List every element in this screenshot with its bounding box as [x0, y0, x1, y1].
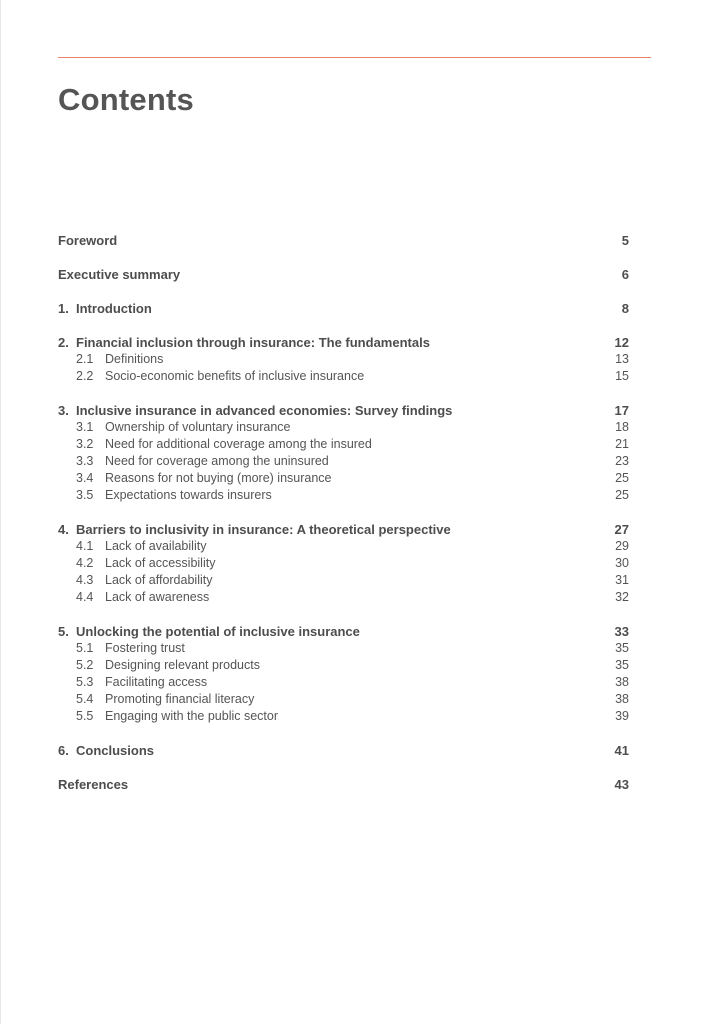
toc-entry[interactable] [58, 334, 629, 351]
toc-subentry[interactable] [58, 368, 629, 385]
toc-subentry-title: Expectations towards insurers [105, 488, 272, 502]
toc-subentry-number: 4.2 [76, 556, 94, 570]
toc-entry-title: Financial inclusion through insurance: The fundamentals [76, 335, 430, 350]
toc-subentry[interactable] [58, 538, 629, 555]
toc-subentry-label [76, 674, 207, 691]
toc-entry[interactable] [58, 742, 629, 759]
toc-subentry-number: 3.3 [76, 454, 94, 468]
toc-subentry-title: Ownership of voluntary insurance [105, 420, 291, 434]
toc-entry-title: Inclusive insurance in advanced economies: Survey findings [76, 403, 453, 418]
toc-entry-number: 3. [58, 403, 69, 418]
toc-subentry-number: 5.1 [76, 641, 94, 655]
toc-subentry-label [76, 453, 329, 470]
toc-entry-page: 5 [621, 233, 629, 248]
toc-subentry[interactable] [58, 453, 629, 470]
toc-subentry-title: Definitions [105, 352, 164, 366]
toc-entry-label [58, 266, 180, 283]
toc-subentry-number: 2.1 [76, 352, 94, 366]
toc-subentry-label [76, 487, 272, 504]
toc-entry[interactable] [58, 776, 629, 793]
toc-entry-page: 8 [621, 301, 629, 316]
toc-subentry[interactable] [58, 572, 629, 589]
toc-subentry-number: 3.1 [76, 420, 94, 434]
toc-subentry-label [76, 691, 254, 708]
table-of-contents [58, 232, 629, 793]
toc-subentry-title: Socio-economic benefits of inclusive insurance [105, 369, 365, 383]
toc-subentry-page: 32 [615, 590, 629, 604]
toc-subentry-title: Fostering trust [105, 641, 185, 655]
toc-entry-label [58, 300, 152, 317]
toc-entry[interactable] [58, 266, 629, 283]
toc-subentry-label [76, 555, 215, 572]
toc-subentry-title: Need for coverage among the uninsured [105, 454, 329, 468]
toc-entry-number: 4. [58, 522, 69, 537]
toc-subentry-page: 15 [615, 369, 629, 383]
toc-subentry-page: 39 [615, 709, 629, 723]
toc-entry-number: 6. [58, 743, 69, 758]
toc-subentry[interactable] [58, 436, 629, 453]
toc-subentry-page: 23 [615, 454, 629, 468]
page-title: Contents [58, 82, 194, 117]
toc-entry-label [58, 742, 154, 759]
toc-subentry-number: 5.2 [76, 658, 94, 672]
toc-entry-label [58, 623, 360, 640]
toc-subentry-label [76, 657, 260, 674]
toc-subentry-page: 38 [615, 692, 629, 706]
toc-entry-title: Executive summary [58, 267, 181, 282]
toc-subentry[interactable] [58, 691, 629, 708]
toc-entry-page: 33 [614, 624, 629, 639]
toc-subentry-label [76, 351, 163, 368]
toc-subentry-label [76, 436, 372, 453]
toc-entry-label [58, 334, 430, 351]
toc-entry-title: Introduction [76, 301, 152, 316]
toc-entry-number: 5. [58, 624, 69, 639]
toc-subentry-title: Promoting financial literacy [105, 692, 255, 706]
toc-subentry-page: 38 [615, 675, 629, 689]
toc-subentry-page: 25 [615, 471, 629, 485]
toc-subentry[interactable] [58, 351, 629, 368]
toc-entry-title: Foreword [58, 233, 118, 248]
toc-entry-title: Unlocking the potential of inclusive insurance [76, 624, 360, 639]
toc-subentry-title: Lack of availability [105, 539, 207, 553]
toc-subentry-page: 13 [615, 352, 629, 366]
toc-subentry-number: 5.3 [76, 675, 94, 689]
toc-subentry[interactable] [58, 555, 629, 572]
toc-subentry-label [76, 708, 278, 725]
toc-entry-title: Barriers to inclusivity in insurance: A theoretical perspective [76, 522, 451, 537]
toc-entry-page: 17 [614, 403, 629, 418]
toc-subentry-number: 4.4 [76, 590, 94, 604]
page-edge [0, 0, 1, 1024]
toc-subentry-number: 3.4 [76, 471, 94, 485]
toc-entry-label [58, 776, 128, 793]
toc-subentry-title: Engaging with the public sector [105, 709, 279, 723]
toc-subentry-page: 21 [615, 437, 629, 451]
toc-entry-label [58, 521, 451, 538]
toc-entry-page: 43 [614, 777, 629, 792]
toc-subentry-number: 5.4 [76, 692, 94, 706]
toc-entry-label [58, 402, 452, 419]
toc-entry-page: 41 [614, 743, 629, 758]
toc-subentry-number: 4.3 [76, 573, 94, 587]
toc-entry-page: 27 [614, 522, 629, 537]
toc-subentry-page: 31 [615, 573, 629, 587]
toc-subentry-title: Facilitating access [105, 675, 208, 689]
toc-subentry-label [76, 538, 206, 555]
toc-subentry-label [76, 589, 209, 606]
toc-subentry[interactable] [58, 419, 629, 436]
toc-subentry[interactable] [58, 589, 629, 606]
toc-subentry-number: 3.2 [76, 437, 94, 451]
toc-subentry[interactable] [58, 470, 629, 487]
toc-entry-page: 12 [614, 335, 629, 350]
toc-subentry-page: 30 [615, 556, 629, 570]
toc-subentry-page: 35 [615, 658, 629, 672]
toc-subentry-title: Lack of accessibility [105, 556, 216, 570]
toc-subentry-label [76, 572, 212, 589]
toc-subentry-title: Lack of affordability [105, 573, 213, 587]
toc-entry[interactable] [58, 232, 629, 249]
toc-subentry-page: 25 [615, 488, 629, 502]
toc-subentry-number: 5.5 [76, 709, 94, 723]
toc-subentry-title: Need for additional coverage among the insured [105, 437, 372, 451]
toc-entry-page: 6 [621, 267, 629, 282]
toc-subentry-label [76, 419, 291, 436]
toc-subentry[interactable] [58, 487, 629, 504]
toc-subentry-page: 18 [615, 420, 629, 434]
toc-entry-title: References [58, 777, 129, 792]
toc-subentry-number: 2.2 [76, 369, 94, 383]
toc-subentry-label [76, 470, 332, 487]
toc-subentry[interactable] [58, 708, 629, 725]
toc-subentry[interactable] [58, 640, 629, 657]
toc-entry[interactable] [58, 402, 629, 419]
toc-subentry-label [76, 640, 185, 657]
toc-subentry-number: 3.5 [76, 488, 94, 502]
toc-subentry[interactable] [58, 674, 629, 691]
toc-entry-title: Conclusions [76, 743, 155, 758]
toc-entry[interactable] [58, 521, 629, 538]
toc-entry-number: 1. [58, 301, 69, 316]
toc-subentry-title: Reasons for not buying (more) insurance [105, 471, 332, 485]
toc-entry[interactable] [58, 623, 629, 640]
toc-subentry-title: Lack of awareness [105, 590, 210, 604]
header-rule [58, 57, 651, 58]
toc-subentry-page: 35 [615, 641, 629, 655]
toc-subentry[interactable] [58, 657, 629, 674]
toc-subentry-label [76, 368, 364, 385]
toc-subentry-page: 29 [615, 539, 629, 553]
toc-subentry-title: Designing relevant products [105, 658, 260, 672]
toc-entry-label [58, 232, 117, 249]
toc-entry-number: 2. [58, 335, 69, 350]
toc-subentry-number: 4.1 [76, 539, 94, 553]
toc-entry[interactable] [58, 300, 629, 317]
